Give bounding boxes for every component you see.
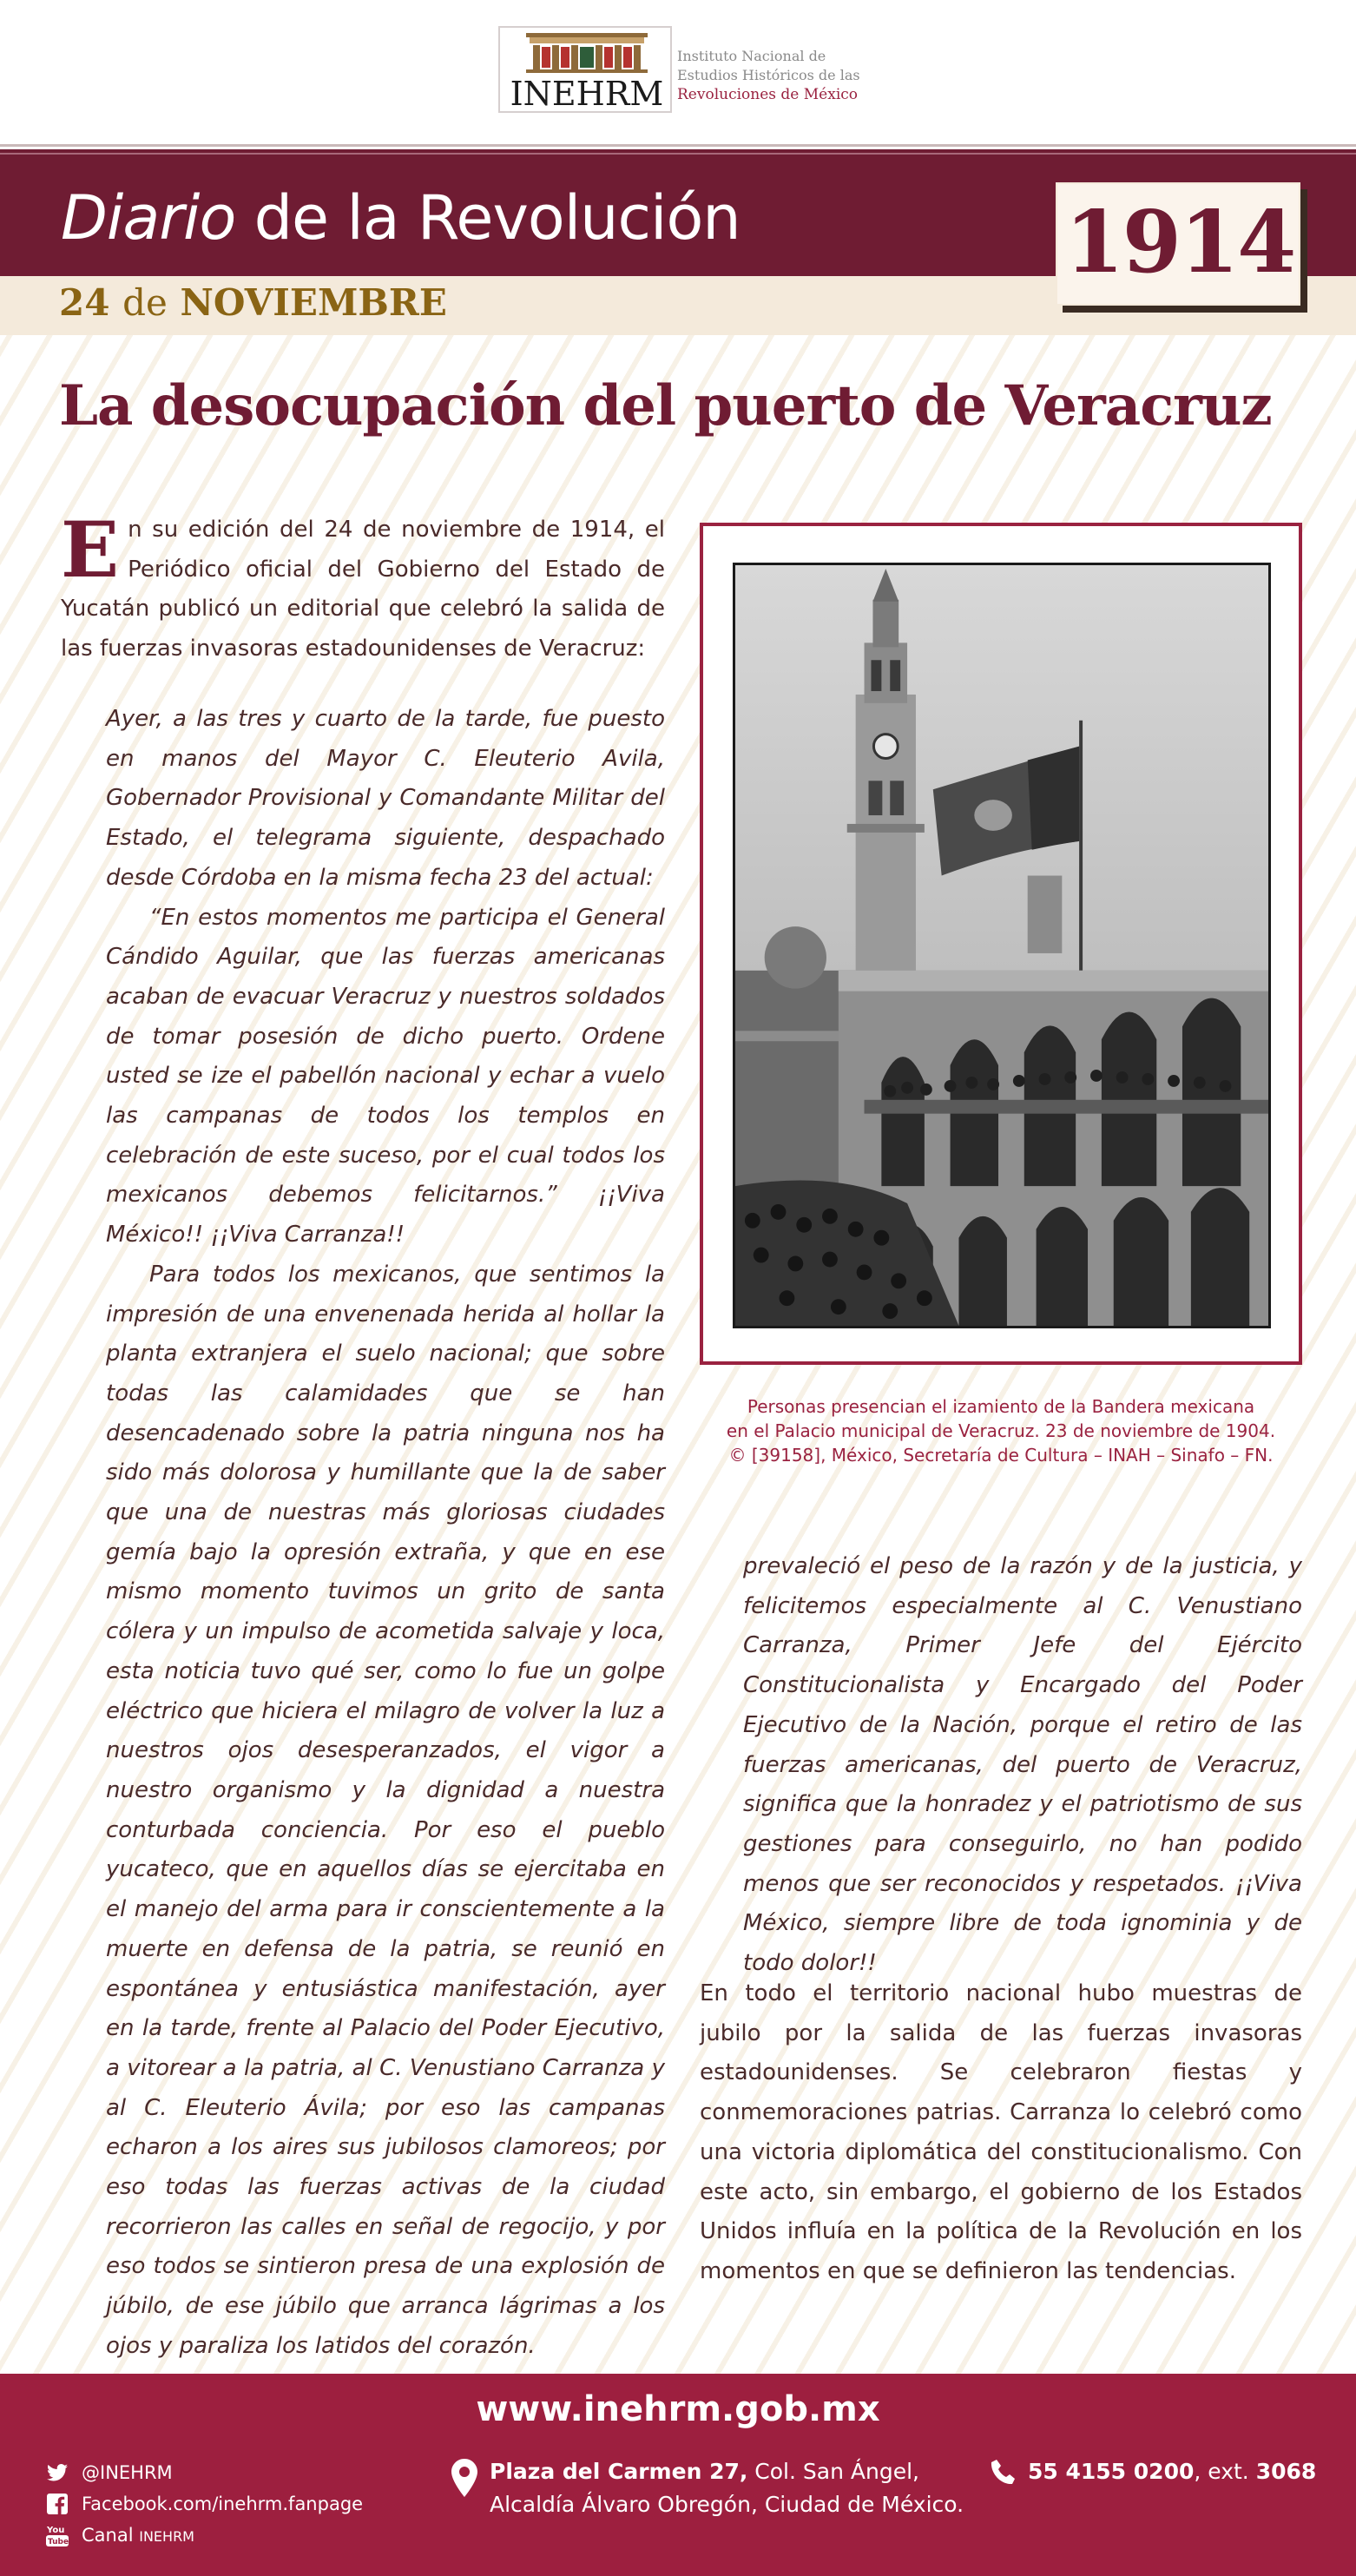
website-link[interactable]: www.inehrm.gob.mx bbox=[476, 2389, 880, 2429]
quote-paragraph-1: Ayer, a las tres y cuarto de la tarde, fue puesto en manos del Mayor C. Eleuterio Avila, Gobernador Provisional y Comandante Militar del Estado, el telegrama siguiente, despachado desde Córdoba en la misma fecha 23 del actual: bbox=[106, 706, 665, 891]
caption-line-3: © [39158], México, Secretaría de Cultura – INAH – Sinafo – FN. bbox=[728, 1445, 1274, 1466]
drop-cap: E bbox=[61, 504, 120, 595]
address-line-1 bbox=[490, 2455, 990, 2488]
series-title-italic: Diario bbox=[61, 182, 236, 254]
twitter-handle: @INEHRM bbox=[82, 2462, 173, 2483]
issue-month: NOVIEMBRE bbox=[180, 281, 447, 324]
map-pin-icon bbox=[451, 2459, 477, 2497]
issue-day: 24 bbox=[59, 281, 110, 324]
address-text bbox=[490, 2455, 990, 2521]
series-title-rest: de la Revolución bbox=[235, 182, 741, 254]
twitter-icon bbox=[45, 2461, 69, 2485]
address bbox=[451, 2455, 990, 2521]
svg-text:Tube: Tube bbox=[48, 2538, 69, 2546]
header-divider bbox=[0, 144, 1356, 147]
address-street: Plaza del Carmen 27, bbox=[490, 2459, 748, 2484]
logo-header bbox=[0, 0, 1356, 146]
social-links bbox=[45, 2457, 410, 2551]
phone-extension: 3068 bbox=[1255, 2459, 1317, 2484]
photo-caption bbox=[700, 1394, 1302, 1467]
facebook-link[interactable] bbox=[45, 2488, 410, 2520]
logo-wordmark: INEHRM bbox=[510, 75, 664, 113]
series-title bbox=[61, 182, 741, 254]
facebook-icon bbox=[45, 2492, 69, 2516]
logo-institution-name bbox=[677, 47, 885, 104]
youtube-prefix: Canal bbox=[82, 2525, 140, 2546]
youtube-label bbox=[82, 2525, 194, 2546]
caption-line-2: en el Palacio municipal de Veracruz. 23 de noviembre de 1904. bbox=[726, 1420, 1276, 1441]
phone[interactable] bbox=[990, 2455, 1337, 2488]
logo-line-2: Estudios Históricos de las bbox=[677, 67, 860, 83]
quote-paragraph-3: Para todos los mexicanos, que sentimos la impresión de una envenenada herida al hollar la planta extranjera el suelo nacional; que sobre todas las calamidades que se han desencadenado sobre la patria ninguna nos ha sido más dolorosa y humillante que la de saber que una de nuestras más gloriosas ciudades gemía bajo la opresión extraña, y que en ese mismo momento tuvimos un grito de santa cólera y un impulso de acometida salvaje y loca, esta noticia tuvo qué ser, como lo fue un golpe eléctrico que hiciera el milagro de volver la luz a nuestros ojos desesperanzados, el vigor a nuestro organismo y la dignidad a nuestra conturbada conciencia. Por eso el pueblo yucateco, que en aquellos días se ejercitaba en el manejo del arma para ir conscientemente a la muerte en defensa de la patria, se reunió en espontánea y entusiástica manifestación, ayer en la tarde, frente al Palacio del Poder Ejecutivo, a vitorear a la patria, al C. Venustiano Carranza y al C. Eleuterio Ávila; por eso las campanas echaron a los aires sus jubilosos clamoreos; por eso todas las fuerzas activas de la ciudad recorrieron las calles en señal de regocijo, y por eso todos se sintieron presa de una explosión de júbilo, de ese júbilo que arranca lágrimas a los ojos y paraliza los latidos del corazón. bbox=[106, 1261, 665, 2359]
quote-paragraph-2: “En estos momentos me participa el General Cándido Aguilar, que las fuerzas americanas acaban de evacuar Veracruz y nuestros soldados de tomar posesión de dicho puerto. Ordene usted se ize el pabellón nacional y echar a vuelo las campanas de todos los templos en celebración de este suceso, por el cual todos los mexicanos debemos felicitarnos.” ¡¡Viva México!! ¡¡Viva Carranza!! bbox=[106, 904, 665, 1248]
article-intro bbox=[61, 504, 665, 669]
photo-illustration bbox=[735, 565, 1268, 1326]
logo-box bbox=[498, 26, 672, 113]
phone-ext-label: , ext. bbox=[1194, 2459, 1256, 2484]
photo-frame bbox=[700, 523, 1302, 1365]
inehrm-logo[interactable] bbox=[498, 26, 880, 116]
logo-line-3: Revoluciones de México bbox=[677, 86, 859, 103]
editorial-quote-continued: prevaleció el peso de la razón y de la justicia, y felicitemos especialmente al C. Venustiano Carranza, Primer Jefe del Ejército Constitucionalista y Encargado del Poder Ejecutivo de la Nación, porque el retiro de las fuerzas americanas, del puerto de Veracruz, significa que la honradez y el patriotismo de sus gestiones para conseguirlo, no han podido menos que ser reconocidos y respetados. ¡¡Viva México, siempre libre de toda ignominia y de todo dolor!! bbox=[743, 1553, 1302, 1977]
svg-text:You: You bbox=[47, 2526, 65, 2535]
year-text: 1914 bbox=[1064, 193, 1295, 293]
phone-text bbox=[1028, 2455, 1337, 2488]
historic-photo[interactable] bbox=[733, 563, 1271, 1328]
caption-line-1: Personas presencian el izamiento de la Bandera mexicana bbox=[747, 1396, 1255, 1417]
intro-text: n su edición del 24 de noviembre de 1914, el Periódico oficial del Gobierno del Estado de Yucatán publicó un editorial que celebró la salida de las fuerzas invasoras estadounidenses de Veracruz: bbox=[61, 517, 665, 662]
address-colony: Col. San Ángel, bbox=[747, 2459, 919, 2484]
title-band-line bbox=[0, 153, 1356, 155]
year-badge bbox=[1056, 182, 1300, 306]
twitter-link[interactable] bbox=[45, 2457, 410, 2488]
closing-paragraph: En todo el territorio nacional hubo muestras de jubilo por la salida de las fuerzas invasoras estadounidenses. Se celebraron fiestas y conmemoraciones patrias. Carranza lo celebró como una victoria diplomática del constitucionalismo. Con este acto, sin embargo, el gobierno de los Estados Unidos influía en la política de la Revolución en los momentos en que se definieron las tendencias. bbox=[700, 1980, 1302, 2284]
issue-date-de: de bbox=[122, 281, 168, 324]
logo-line-1: Instituto Nacional de bbox=[677, 48, 826, 64]
facebook-url: Facebook.com/inehrm.fanpage bbox=[82, 2494, 364, 2514]
editorial-quote bbox=[106, 700, 665, 2446]
article-headline: La desocupación del puerto de Veracruz bbox=[59, 373, 1272, 438]
youtube-icon bbox=[45, 2523, 69, 2547]
youtube-link[interactable] bbox=[45, 2520, 410, 2551]
phone-icon bbox=[990, 2459, 1016, 2487]
phone-number: 55 4155 0200 bbox=[1028, 2459, 1195, 2484]
address-line-2: Alcaldía Álvaro Obregón, Ciudad de México. bbox=[490, 2492, 964, 2517]
building-logo-icon bbox=[526, 33, 648, 73]
issue-date bbox=[59, 281, 447, 324]
youtube-channel: INEHRM bbox=[139, 2528, 194, 2545]
